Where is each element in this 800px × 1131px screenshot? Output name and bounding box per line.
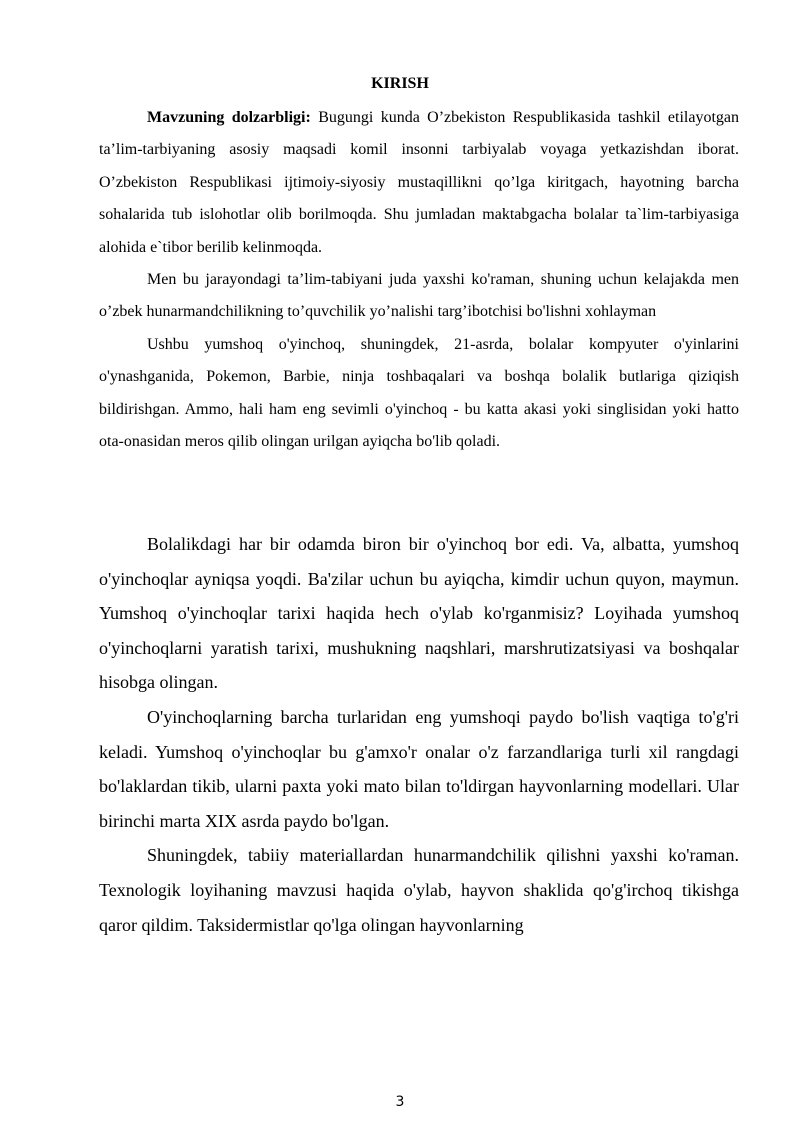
paragraph-5: O'yinchoqlarning barcha turlaridan eng yumshoqi paydo bo'lish vaqtiga to'g'ri keladi. Yumshoq o'yinchoqlar bu g'amxo'r onalar o'z farzandlariga turli xil rangdagi bo'laklardan tikib, ularni paxta yoki mato bilan to'ldirgan hayvonlarning modellari. Ular birinchi marta XIX asrda paydo bo'lgan. bbox=[99, 706, 739, 831]
section-heading: KIRISH bbox=[371, 75, 429, 92]
relevance-text: Bugungi kunda O’zbekiston Respublikasida tashkil etilayotgan ta’lim-tarbiyaning asosiy maqsadi komil insonni tarbiyalab voyaga yetkazishdan iborat. O’zbekiston Respublikasi ijtimoiy-siyosiy mustaqillikni qo’lga kiritgach, hayotning barcha sohalarida tub islohotlar olib borilmoqda. Shu jumladan maktabgacha bolalar ta`lim-tarbiyasiga alohida e`tibor berilib kelinmoqda. bbox=[99, 109, 740, 256]
paragraph-4: Bolalikdagi har bir odamda biron bir o'yinchoq bor edi. Va, albatta, yumshoq o'yinchoqlar ayniqsa yoqdi. Ba'zilar uchun bu ayiqcha, kimdir uchun quyon, maymun. Yumshoq o'yinchoqlar tarixi haqida hech o'ylab ko'rganmisiz? Loyihada yumshoq o'yinchoqlarni yaratish tarixi, mushukning naqshlari, marshrutizatsiyasi va boshqalar hisobga olingan. bbox=[99, 534, 739, 693]
page-number: 3 bbox=[395, 1094, 405, 1110]
paragraph-relevance bbox=[99, 102, 739, 264]
main-block bbox=[99, 527, 739, 942]
paragraph-2: Men bu jarayondagi ta’lim-tabiyani juda yaxshi ko'raman, shuning uchun kelajakda men o’zbek hunarmandchilikning to’quvchilik yo’nalishi targ’ibotchisi bo'lishni xohlayman bbox=[99, 271, 739, 321]
relevance-label: Mavzuning dolzarbligi: bbox=[147, 109, 311, 126]
paragraph-3: Ushbu yumshoq o'yinchoq, shuningdek, 21-asrda, bolalar kompyuter o'yinlarini o'ynashganida, Pokemon, Barbie, ninja toshbaqalari va boshqa bolalik butlariga qiziqish bildirishgan. Ammo, hali ham eng sevimli o'yinchoq - bu katta akasi yoki singlisidan yoki hatto ota-onasidan meros qilib olingan urilgan ayiqcha bo'lib qoladi. bbox=[99, 335, 739, 451]
paragraph-6: Shuningdek, tabiiy materiallardan hunarmandchilik qilishni yaxshi ko'raman. Texnologik loyihaning mavzusi haqida o'ylab, hayvon shaklida qo'g'irchoq tikishga qaror qildim. Taksidermistlar qo'lga olingan hayvonlarning bbox=[99, 845, 739, 935]
intro-block bbox=[99, 102, 739, 458]
